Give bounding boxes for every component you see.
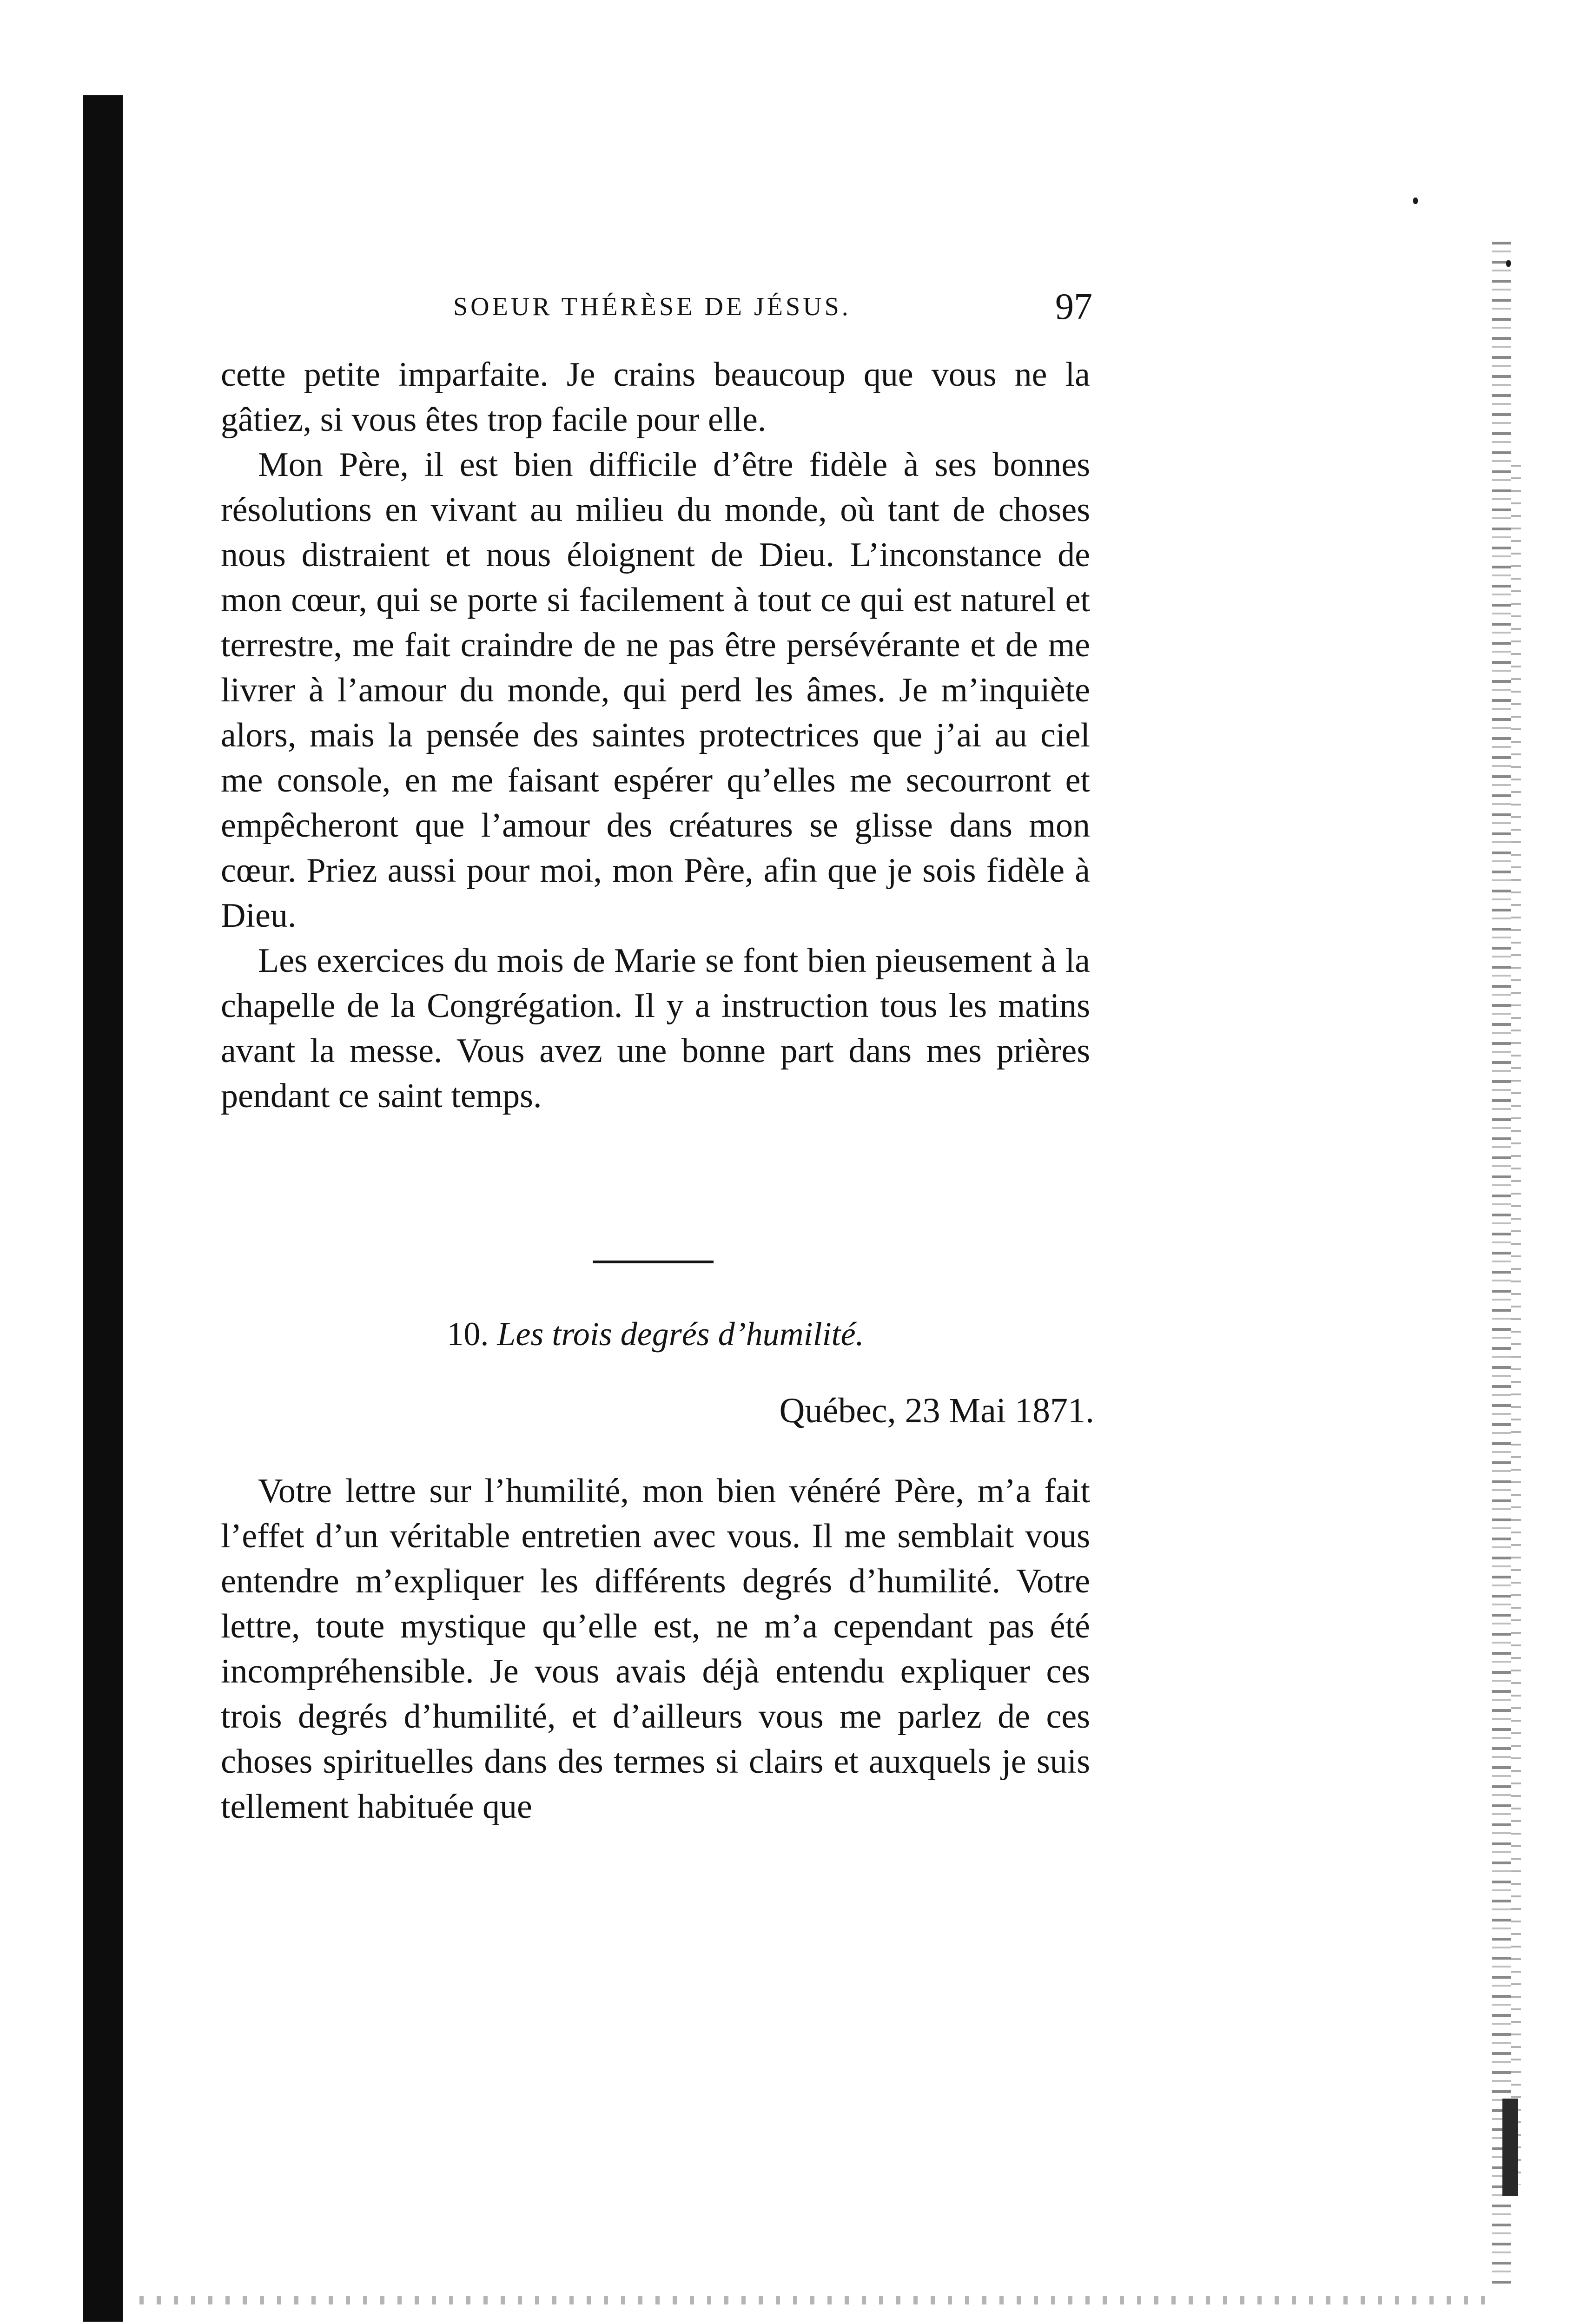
section-title: Les trois degrés d’humilité.	[497, 1315, 864, 1353]
scan-edge-mark	[1502, 2099, 1518, 2196]
page-header	[218, 281, 1092, 332]
section-number: 10.	[447, 1315, 489, 1353]
letter-date: Québec, 23 Mai 1871.	[779, 1391, 1094, 1430]
scan-bottom-noise	[139, 2296, 1488, 2304]
scan-speck	[1506, 260, 1511, 267]
page-number: 97	[1055, 286, 1092, 327]
scan-edge-noise-secondary	[1511, 465, 1521, 2185]
running-title: SOEUR THÉRÈSE DE JÉSUS.	[453, 292, 851, 321]
section-heading	[218, 1311, 1092, 1357]
paragraph: Votre lettre sur l’humilité, mon bien vénéré Père, m’a fait l’effet d’un véritable entretien avec vous. Il me semblait vous entendre m’expliquer les différents degrés d’humilité. Votre lettre, toute mystique qu’elle est, ne m’a cependant pas été incompréhensible. Je vous avais déjà entendu expliquer ces trois degrés d’humilité, et d’ailleurs vous me parlez de ces choses spirituelles dans des termes si clairs et auxquels je suis tellement habituée que	[221, 1472, 1090, 1826]
scan-edge-noise	[1492, 242, 1511, 2287]
paragraph: Mon Père, il est bien difficile d’être fidèle à ses bonnes résolutions en vivant au milieu du monde, où tant de choses nous distraient et nous éloignent de Dieu. L’inconstance de mon cœur, qui se porte si facilement à tout ce qui est naturel et terrestre, me fait craindre de ne pas être persévérante et de me livrer à l’amour du monde, qui perd les âmes. Je m’inquiète alors, mais la pensée des saintes protectrices que j’ai au ciel me console, en me faisant espérer qu’elles me secourront et empêcheront que l’amour des créatures se glisse dans mon cœur. Priez aussi pour moi, mon Père, afin que je sois fidèle à Dieu.	[221, 446, 1090, 935]
paragraph: cette petite imparfaite. Je crains beaucoup que vous ne la gâtiez, si vous êtes trop facile pour elle.	[221, 356, 1090, 439]
body-text-letter	[221, 1469, 1090, 1829]
scan-speck	[1413, 198, 1418, 204]
paragraph: Les exercices du mois de Marie se font bien pieusement à la chapelle de la Congrégation. Il y a instruction tous les matins avant la messe. Vous avez une bonne part dans mes prières pendant ce saint temps.	[221, 942, 1090, 1115]
book-binding-edge	[83, 95, 123, 2322]
section-separator	[593, 1261, 714, 1263]
body-text-top	[221, 352, 1090, 1119]
